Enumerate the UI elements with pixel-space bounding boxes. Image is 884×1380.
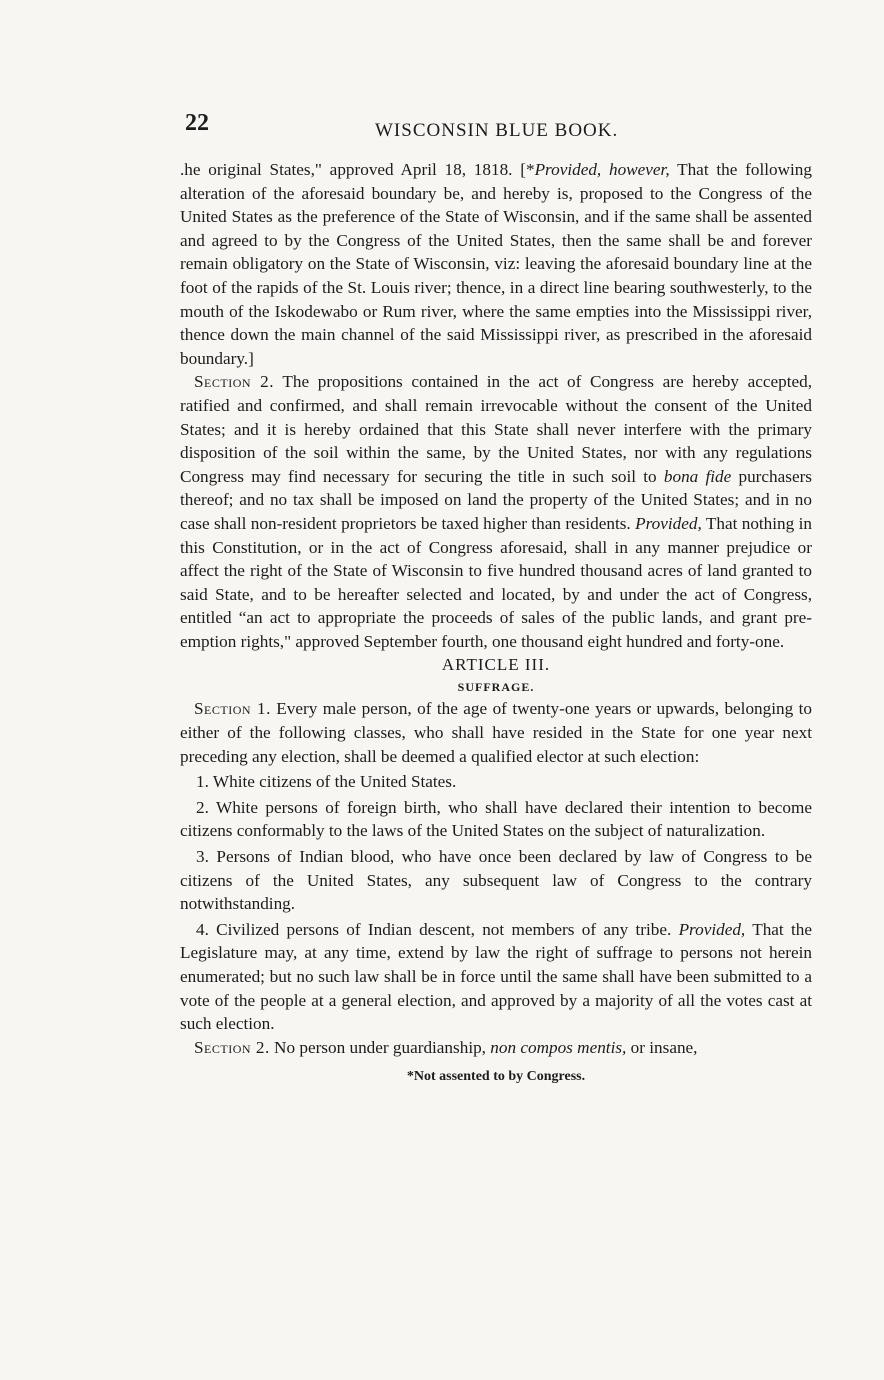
italic-run: Provided,: [635, 513, 702, 533]
text-run: No person under guardianship,: [269, 1037, 491, 1057]
section-label: Section 1.: [194, 699, 271, 719]
text-run: purchasers thereof; and no tax shall be imposed on land the property of the United States; and in no case shall non-resident proprietors be taxed higher than residents.: [180, 466, 812, 533]
paragraph-suffrage-section-1: [180, 697, 812, 768]
list-item: 3. Persons of Indian blood, who have once been declared by law of Congress to be citizens of the United States, any subsequent law of Congress to the contrary notwithstanding.: [180, 847, 812, 914]
text-run: or insane,: [626, 1037, 698, 1057]
paragraph-boundary-proviso: [180, 158, 812, 370]
text-run: Every male person, of the age of twenty-one years or upwards, belonging to either of the following classes, who shall have resided in the State for one year next preceding any election, shall be deemed a qualified elector at such election:: [180, 699, 812, 766]
italic-run: Provided,: [678, 919, 746, 939]
article-title: ARTICLE III.: [441, 655, 551, 675]
page-number: 22: [185, 110, 209, 136]
text-run: That nothing in this Constitution, or in the act of Congress aforesaid, shall in any manner prejudice or affect the right of the State of Wisconsin to five hundred thousand acres of land granted to said State, and to be hereafter selected and located, by and under the act of Congress, entitled “an act to appropriate the proceeds of sales of the public lands, and grant pre-emption rights," approved September fourth, one thousand eight hundred and forty-one.: [180, 513, 812, 651]
list-item: 1. White citizens of the United States.: [196, 772, 457, 792]
italic-run: non compos mentis,: [490, 1037, 627, 1057]
paragraph-section-2: [180, 370, 812, 653]
text-run: .he original States," approved April 18, 1818. [*: [180, 160, 535, 179]
paragraph-suffrage-section-2: [180, 1036, 812, 1060]
text-run: 4. Civilized persons of Indian descent, not members of any tribe.: [196, 919, 679, 939]
footnote: *Not assented to by Congress.: [406, 1069, 586, 1085]
section-label: Section 2.: [194, 372, 275, 392]
italic-run: bona fide: [663, 466, 732, 486]
text-run: That the following alteration of the aforesaid boundary be, and hereby is, proposed to the Congress of the United States as the preference of the State of Wisconsin, and if the same shall be assented and agreed to by the Congress of the United States, then the same shall be and forever remain obligatory on the State of Wisconsin, viz: leaving the aforesaid boundary line at the foot of the rapids of the St. Louis river; thence, in a direct line bearing southwesterly, to the mouth of the Iskodewabo or Rum river, where the same empties into the Mississippi river, thence down the main channel of the said Mississippi river, as prescribed in the aforesaid boundary.]: [180, 160, 812, 368]
text-run: That the Legislature may, at any time, extend by law the right of suffrage to persons not herein enumerated; but no such law shall be in force until the same shall have been submitted to a vote of the people at a general election, and approved by a majority of all the votes cast at such election.: [180, 919, 812, 1034]
body-text: [180, 158, 812, 1089]
text-run: The propositions contained in the act of Congress are hereby accepted, ratified and confirmed, and shall remain irrevocable without the consent of the United States; and it is hereby ordained that this State shall never interfere with the primary disposition of the soil within the same, by the United States, nor with any regulations Congress may find necessary for securing the title in such soil to: [180, 372, 812, 486]
italic-run: Provided, however,: [534, 160, 670, 179]
list-item: [180, 918, 812, 1036]
page-header: [185, 110, 815, 150]
list-item: 2. White persons of foreign birth, who shall have declared their intention to become citizens conformably to the laws of the United States on the subject of naturalization.: [180, 797, 812, 841]
article-subtitle: SUFFRAGE.: [457, 680, 535, 695]
running-title: WISCONSIN BLUE BOOK.: [375, 120, 619, 141]
section-label: Section 2.: [194, 1037, 270, 1057]
